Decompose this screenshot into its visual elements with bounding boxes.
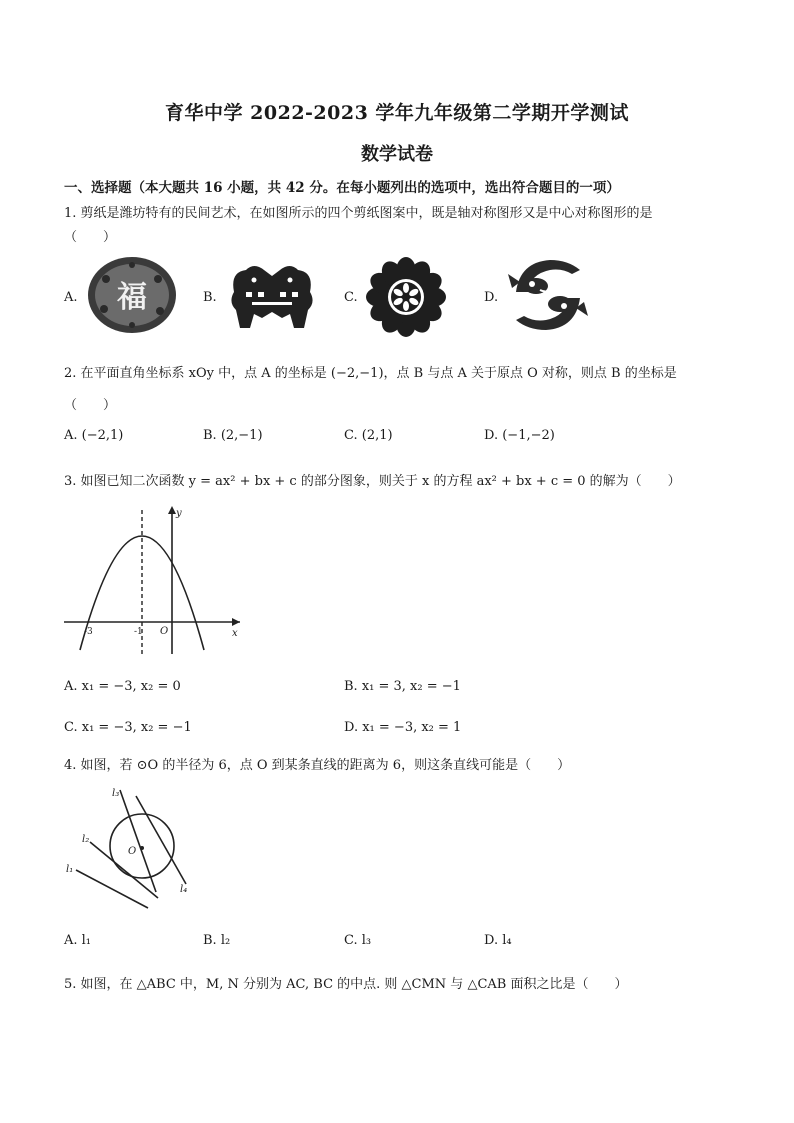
q3-parabola-graph	[60, 500, 246, 660]
q3-option-d: D. x₁ = −3, x₂ = 1	[344, 720, 462, 735]
q1-option-d-label: D.	[484, 290, 499, 305]
q4-option-d: D. l₄	[484, 933, 512, 948]
page-subtitle: 数学试卷	[361, 144, 433, 165]
q2-option-b: B. (2,−1)	[203, 428, 263, 443]
q2-option-d: D. (−1,−2)	[484, 428, 555, 443]
q4-label-l3: l₃	[112, 788, 120, 799]
q4-option-b: B. l₂	[203, 933, 231, 948]
q3-tick-minus3: -3	[84, 627, 93, 637]
page-title: 育华中学 2022-2023 学年九年级第二学期开学测试	[165, 102, 629, 124]
question-1-bracket: （ ）	[64, 230, 117, 245]
q4-label-l2: l₂	[82, 834, 90, 845]
q1-option-d-fish-image	[506, 252, 590, 338]
q3-y-label: y	[176, 508, 182, 519]
question-2-text: 2. 在平面直角坐标系 xOy 中，点 A 的坐标是 (−2,−1)，点 B 与点 A 关于原点 O 对称，则点 B 的坐标是	[64, 366, 677, 381]
q1-option-b-lion-image	[224, 262, 320, 334]
q3-option-a: A. x₁ = −3, x₂ = 0	[64, 679, 181, 694]
q1-option-a-label: A.	[64, 290, 78, 305]
q1-option-c-label: C.	[344, 290, 358, 305]
q4-option-a: A. l₁	[64, 933, 92, 948]
q3-x-label: x	[232, 628, 238, 639]
q4-label-o: O	[128, 846, 137, 857]
q3-origin-label: O	[160, 626, 169, 637]
q3-tick-minus1: -1	[134, 627, 143, 637]
question-5-text: 5. 如图，在 △ABC 中，M, N 分别为 AC, BC 的中点. 则 △CMN 与 △CAB 面积之比是（ ）	[64, 977, 628, 992]
q1-option-b-label: B.	[203, 290, 217, 305]
q1-option-a-seal-image	[86, 255, 178, 335]
question-1-text: 1. 剪纸是潍坊特有的民间艺术，在如图所示的四个剪纸图案中，既是轴对称图形又是中心对称图形的是	[64, 206, 653, 221]
q1-option-c-flower-image	[364, 257, 448, 337]
question-2-bracket: （ ）	[64, 398, 117, 413]
q4-label-l4: l₄	[180, 884, 188, 895]
q4-line-l1	[76, 870, 148, 908]
q2-option-a: A. (−2,1)	[64, 428, 124, 443]
q4-option-c: C. l₃	[344, 933, 372, 948]
question-4-text: 4. 如图，若 ⊙O 的半径为 6，点 O 到某条直线的距离为 6，则这条直线可能是（ ）	[64, 758, 571, 773]
q3-option-b: B. x₁ = 3, x₂ = −1	[344, 679, 461, 694]
q3-option-c: C. x₁ = −3, x₂ = −1	[64, 720, 192, 735]
svg-text:福: 福	[117, 280, 147, 315]
q4-line-l3	[120, 790, 156, 892]
question-3-text: 3. 如图已知二次函数 y = ax² + bx + c 的部分图象，则关于 x 的方程 ax² + bx + c = 0 的解为（ ）	[64, 474, 681, 489]
q4-label-l1: l₁	[66, 864, 74, 875]
q2-option-c: C. (2,1)	[344, 428, 393, 443]
section-heading: 一、选择题（本大题共 16 小题，共 42 分。在每小题列出的选项中，选出符合题目的一项）	[64, 180, 620, 196]
q4-circle-lines-figure	[62, 780, 202, 910]
